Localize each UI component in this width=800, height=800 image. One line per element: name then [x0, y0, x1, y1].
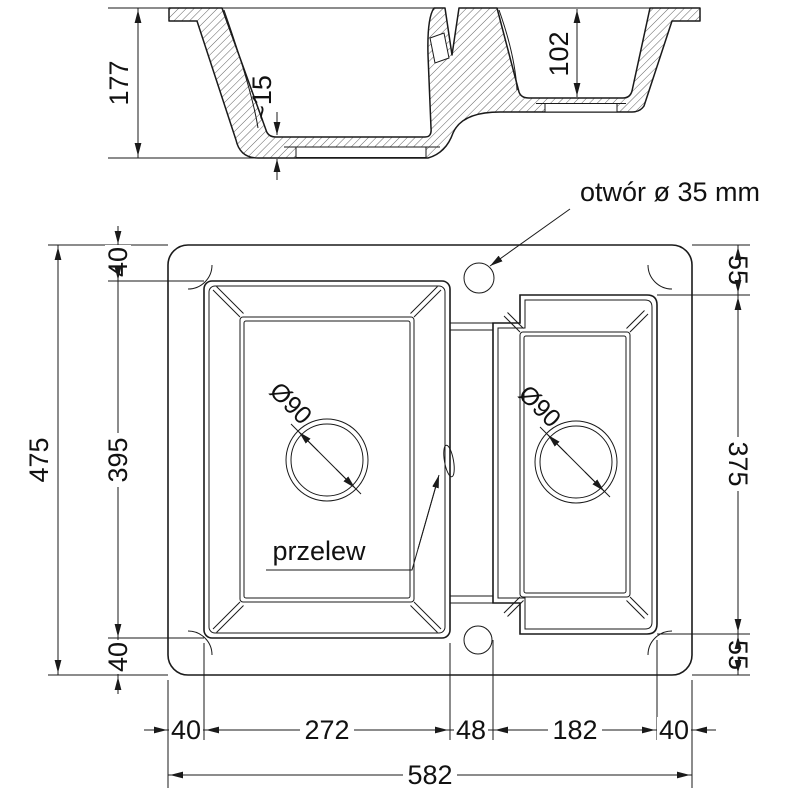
dim-section-small-depth: 102: [544, 31, 574, 77]
dim-left-top-margin: 40: [103, 246, 133, 278]
dim-bottom-right-bowl: 182: [552, 715, 598, 745]
dim-bottom-left-bowl: 272: [304, 715, 350, 745]
drain-label-left: Ø90: [263, 376, 318, 431]
faucet-hole-bottom: [464, 626, 492, 654]
dim-left-bowl-height: 395: [103, 437, 133, 483]
dim-right-bowl-height: 375: [723, 441, 753, 487]
bowl-divider: [450, 323, 493, 603]
drain-dim-left: [264, 377, 361, 494]
hole-label: otwór ø 35 mm: [580, 177, 761, 207]
hole-annotation: [490, 177, 760, 266]
corner-fillet-tl: [188, 265, 212, 289]
drain-circle-right-inner: [540, 426, 612, 498]
plan-view: [168, 177, 760, 675]
dim-bottom-right-margin: 40: [658, 715, 690, 745]
dim-bottom-left-margin: 40: [170, 715, 202, 745]
dim-section-total-depth: 177: [104, 60, 134, 106]
faucet-hole-top: [464, 263, 494, 293]
overflow-label: przelew: [272, 536, 366, 566]
dimensions-plan: [24, 226, 753, 790]
overflow-annotation: [266, 475, 439, 570]
dim-left-bottom-margin: 40: [103, 641, 133, 673]
drain-circle-right: [535, 421, 617, 503]
dim-right-top-margin: 55: [723, 254, 753, 286]
overflow-slot: [442, 444, 456, 477]
dim-right-bottom-margin: 55: [723, 639, 753, 671]
dim-bottom-total: 582: [407, 760, 453, 790]
drain-recess-left: [296, 147, 426, 158]
dim-section-bottom-thickness: ~15: [247, 75, 277, 121]
right-bowl: [493, 295, 657, 634]
corner-fillet-bl: [188, 631, 212, 655]
corner-fillet-tr: [648, 265, 672, 289]
drain-dim-right: [513, 380, 610, 497]
corner-fillet-br: [648, 631, 672, 655]
sink-outline: [168, 245, 692, 675]
dim-left-total: 475: [24, 437, 54, 483]
dim-bottom-divider: 48: [455, 715, 487, 745]
drain-recess-right: [545, 104, 617, 113]
drain-label-right: Ø90: [512, 379, 567, 434]
